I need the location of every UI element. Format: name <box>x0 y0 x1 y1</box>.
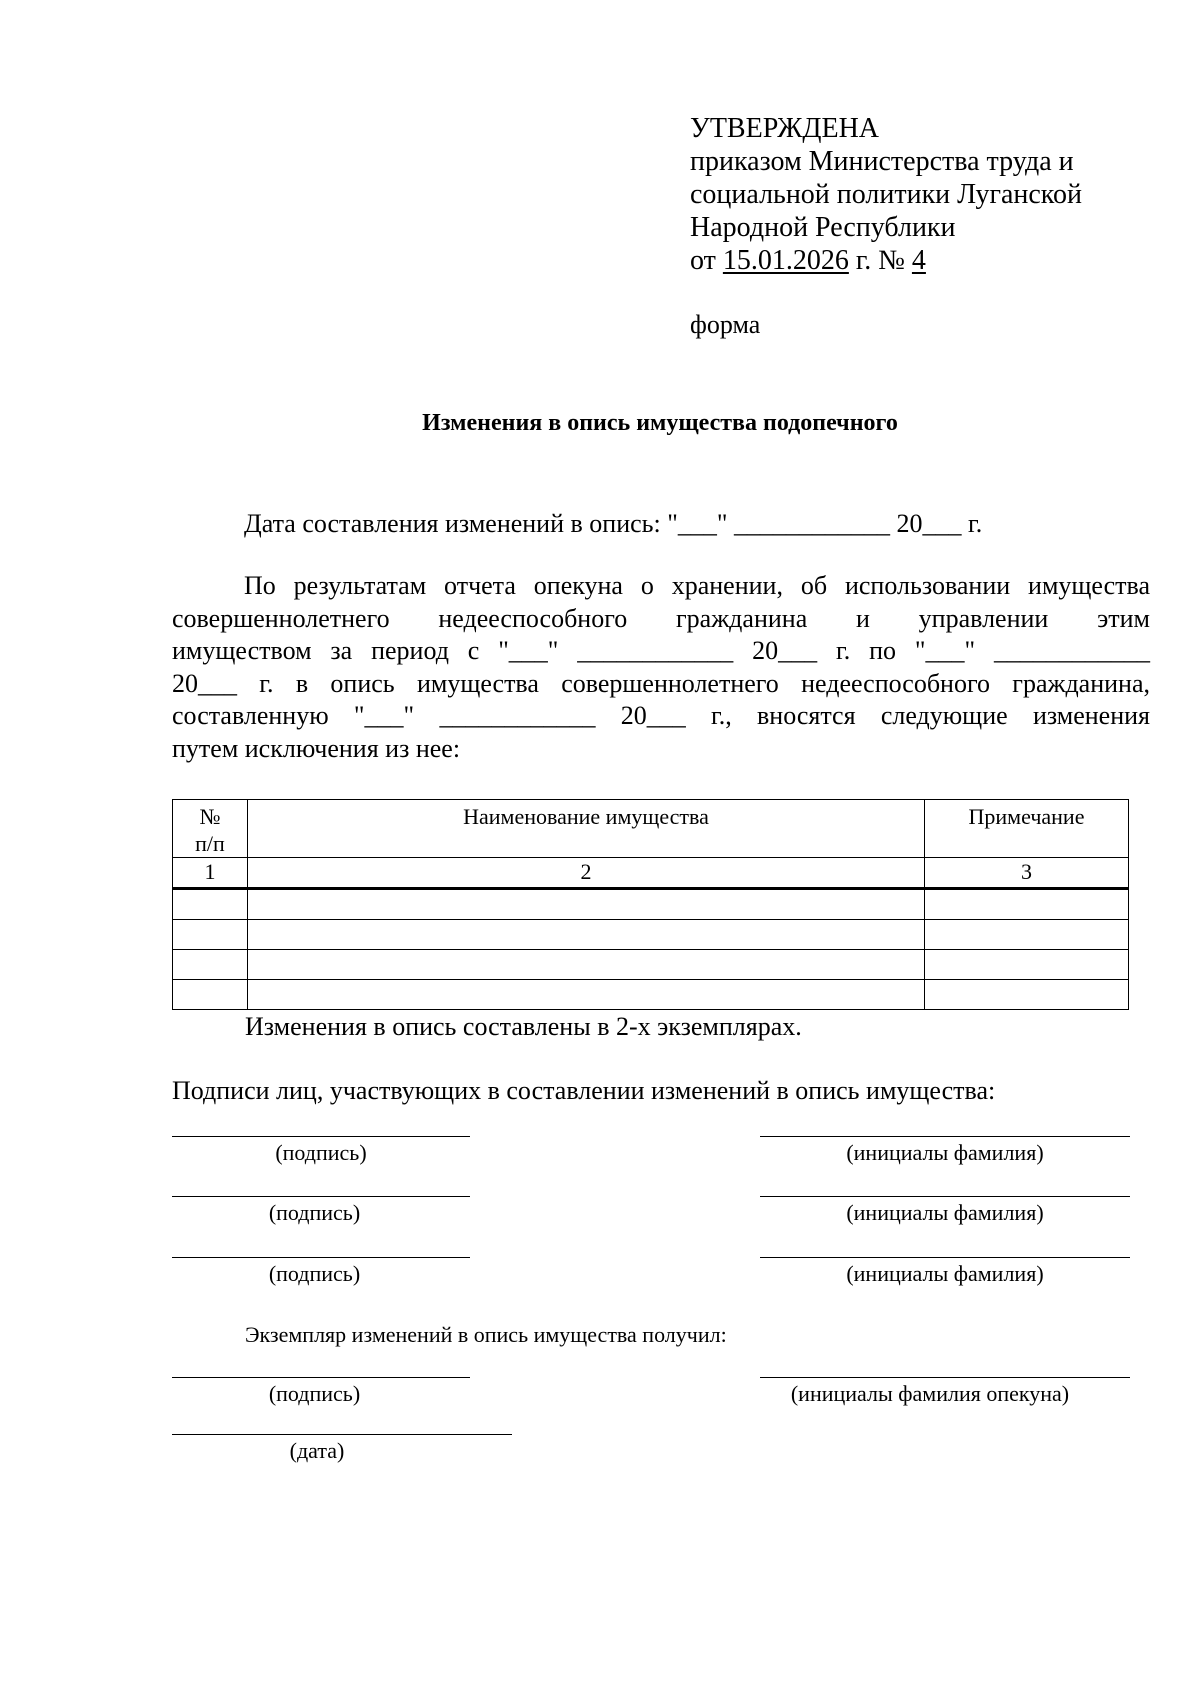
name-line[interactable] <box>760 1257 1130 1258</box>
signature-caption: (подпись) <box>268 1261 361 1286</box>
order-prefix: от <box>690 245 723 276</box>
body-line: путем исключения из нее: <box>172 733 461 763</box>
table-cell[interactable] <box>173 980 248 1010</box>
table-cell[interactable] <box>248 950 925 980</box>
date-line[interactable] <box>172 1434 512 1435</box>
table-cell[interactable] <box>925 920 1129 950</box>
signers-title: Подписи лиц, участвующих в составлении изменений в опись имущества: <box>172 1076 996 1105</box>
table-row <box>173 950 1129 980</box>
table-row <box>173 980 1129 1010</box>
table-cell[interactable] <box>925 950 1129 980</box>
approval-heading: УТВЕРЖДЕНА <box>690 113 880 144</box>
order-number: 4 <box>911 245 926 276</box>
receiver-name-line[interactable] <box>760 1377 1130 1378</box>
signature-caption: (подпись) <box>268 1200 361 1225</box>
header-number-abbr: п/п <box>195 831 225 856</box>
header-name-cell: Наименование имущества <box>248 800 925 858</box>
body-line: По результатам отчета опекуна о хранении, об использовании имущества <box>244 571 1150 600</box>
receiver-signature-caption: (подпись) <box>268 1381 361 1406</box>
name-line[interactable] <box>760 1196 1130 1197</box>
header-number-symbol: № <box>199 804 221 829</box>
approval-line: социальной политики Луганской <box>690 179 1082 210</box>
signature-line[interactable] <box>172 1257 470 1258</box>
table-cell[interactable] <box>173 889 248 920</box>
table-cell[interactable] <box>173 920 248 950</box>
table-cell[interactable] <box>248 889 925 920</box>
body-line: совершеннолетнего недееспособного гражданина и управлении этим <box>172 603 1150 633</box>
table-row <box>173 889 1129 920</box>
table-cell[interactable] <box>173 950 248 980</box>
compilation-date-line: Дата составления изменений в опись: "___" ____________ 20___ г. <box>244 509 983 538</box>
column-number: 1 <box>173 858 248 889</box>
signature-line[interactable] <box>172 1136 470 1137</box>
header-number-cell <box>173 800 248 858</box>
table-cell[interactable] <box>925 980 1129 1010</box>
copies-note: Изменения в опись составлены в 2-х экземплярах. <box>245 1012 802 1041</box>
name-caption: (инициалы фамилия) <box>846 1261 1044 1286</box>
order-date: 15.01.2026 <box>722 245 849 276</box>
property-table <box>172 799 1129 1010</box>
receiver-name-caption: (инициалы фамилия опекуна) <box>790 1381 1070 1406</box>
header-note-cell: Примечание <box>925 800 1129 858</box>
body-line: имуществом за период с "___" ____________ 20___ г. по "___" ____________ <box>172 636 1150 666</box>
date-caption: (дата) <box>289 1438 345 1463</box>
approval-line: Народной Республики <box>690 212 956 243</box>
approval-block <box>690 112 1082 277</box>
name-line[interactable] <box>760 1136 1130 1137</box>
receiver-signature-line[interactable] <box>172 1377 470 1378</box>
approval-line: приказом Министерства труда и <box>690 146 1074 177</box>
table-cell[interactable] <box>248 980 925 1010</box>
signature-caption: (подпись) <box>275 1140 367 1165</box>
document-title: Изменения в опись имущества подопечного <box>422 410 898 436</box>
order-middle: г. № <box>848 245 912 276</box>
table-cell[interactable] <box>248 920 925 950</box>
name-caption: (инициалы фамилия) <box>846 1140 1044 1165</box>
table-header-row <box>173 800 1129 858</box>
column-number: 3 <box>925 858 1129 889</box>
name-caption: (инициалы фамилия) <box>846 1200 1044 1225</box>
signature-line[interactable] <box>172 1196 470 1197</box>
column-number: 2 <box>248 858 925 889</box>
received-text: Экземпляр изменений в опись имущества получил: <box>245 1322 727 1347</box>
body-line: 20___ г. в опись имущества совершеннолетнего недееспособного гражданина, <box>172 668 1150 698</box>
table-cell[interactable] <box>925 889 1129 920</box>
body-paragraph <box>172 570 1150 766</box>
table-row <box>173 920 1129 950</box>
approval-order-line <box>690 244 1082 277</box>
form-label: форма <box>690 310 761 339</box>
table-column-numbers-row <box>173 858 1129 889</box>
body-line: составленную "___" ____________ 20___ г., вносятся следующие изменения <box>172 701 1150 731</box>
